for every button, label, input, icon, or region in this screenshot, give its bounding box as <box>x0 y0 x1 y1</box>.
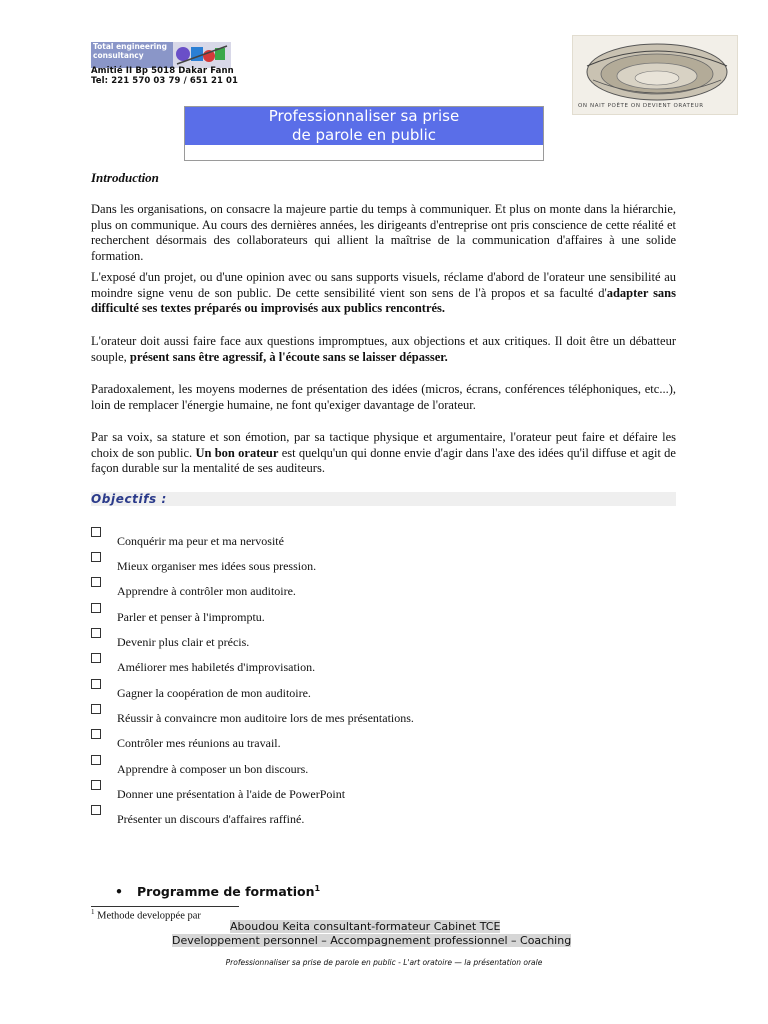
logo-text: Total engineering consultancy <box>91 42 173 68</box>
paragraph-3-text: L'orateur doit aussi faire face aux questions impromptues, aux objections et aux critiques. Il doit être un débatteur souple, <box>91 334 676 364</box>
footnote-divider <box>91 906 239 907</box>
introduction-heading: Introduction <box>91 170 159 185</box>
paragraph-5-emphasis: Un bon orateur <box>195 445 279 460</box>
checkbox-icon[interactable] <box>91 704 101 714</box>
paragraph-5 <box>91 430 676 477</box>
footnote-ref[interactable]: 1 <box>314 884 321 893</box>
paragraph-2-emphasis: adapter sans difficulté ses textes préparés ou improvisés aux publics rencontrés. <box>91 285 676 315</box>
title-line-2: de parole en public <box>291 126 437 144</box>
footnote <box>91 908 201 922</box>
paragraph-3-emphasis: présent sans être agressif, à l'écoute sans se laisser dépasser. <box>129 349 448 364</box>
paragraph-2 <box>91 270 676 317</box>
objective-label: Apprendre à contrôler mon auditoire. <box>117 584 296 598</box>
checkbox-icon[interactable] <box>91 780 101 790</box>
programme-heading <box>115 884 320 899</box>
page-title <box>185 107 543 145</box>
objective-label: Contrôler mes réunions au travail. <box>117 736 281 750</box>
checkbox-icon[interactable] <box>91 552 101 562</box>
phone-line: Tel: 221 570 03 79 / 651 21 01 <box>91 76 239 86</box>
checkbox-icon[interactable] <box>91 755 101 765</box>
checkbox-icon[interactable] <box>91 653 101 663</box>
address-line-1: Amitié II Bp 5018 Dakar Fann <box>91 66 234 76</box>
footer-document-title: Professionnaliser sa prise de parole en public - L'art oratoire — la présentation orale <box>225 958 543 967</box>
objective-label: Réussir à convaincre mon auditoire lors de mes présentations. <box>117 711 414 725</box>
footnote-text: Methode developpée par <box>94 910 201 922</box>
objective-label: Donner une présentation à l'aide de PowerPoint <box>117 787 346 801</box>
paragraph-5-text: Par sa voix, sa stature et son émotion, par sa tactique physique et argumentaire, l'orateur peut faire et défaire les choix de son public. <box>91 430 676 460</box>
checkbox-icon[interactable] <box>91 577 101 587</box>
footer-author: Aboudou Keita consultant-formateur Cabinet TCE <box>230 920 501 933</box>
image-caption: ON NAIT POÈTE ON DEVIENT ORATEUR <box>578 103 704 109</box>
paragraph-3 <box>91 334 676 365</box>
programme-label: Programme de formation <box>137 884 315 900</box>
title-line-1: Professionnaliser sa prise <box>268 107 460 125</box>
paragraph-2-text: L'exposé d'un projet, ou d'une opinion avec ou sans supports visuels, réclame d'abord de l'orateur une sensibilité au moindre signe venu de son public. De cette sensibilité vient son sens de l'à propos et sa faculté d' <box>91 270 676 300</box>
footnote-number: 1 <box>91 908 95 916</box>
bullet-icon: • <box>115 884 123 900</box>
objectifs-heading: Objectifs : <box>91 492 676 506</box>
checkbox-icon[interactable] <box>91 679 101 689</box>
objective-label: Gagner la coopération de mon auditoire. <box>117 686 311 700</box>
objective-label: Apprendre à composer un bon discours. <box>117 762 309 776</box>
footer-services: Developpement personnel – Accompagnement professionnel – Coaching <box>172 934 572 947</box>
objective-label: Améliorer mes habiletés d'improvisation. <box>117 660 316 674</box>
objective-label: Conquérir ma peur et ma nervosité <box>117 534 284 548</box>
checkbox-icon[interactable] <box>91 805 101 815</box>
paragraph-5-end: est quelqu'un qui donne envie d'agir dans l'axe des idées qu'il diffuse et agit de façon durable sur la mentalité de ses auditeurs. <box>91 445 676 475</box>
logo-graphic <box>173 42 231 68</box>
company-logo <box>91 42 231 68</box>
checkbox-icon[interactable] <box>91 628 101 638</box>
checkbox-icon[interactable] <box>91 603 101 613</box>
objective-label: Mieux organiser mes idées sous pression. <box>117 559 317 573</box>
objective-label: Devenir plus clair et précis. <box>117 635 250 649</box>
paragraph-1: Dans les organisations, on consacre la majeure partie du temps à communiquer. Et plus on monte dans la hiérarchie, plus on communique. Au cours des dernières années, les dirigeants d'entreprise ont pris conscience de cette réalité et recherchent désormais des collaborateurs qui allient la maîtrise de la communication d'affaires à une solide formation. <box>91 202 676 263</box>
title-box <box>184 106 544 161</box>
objective-label: Présenter un discours d'affaires raffiné. <box>117 812 305 826</box>
objective-label: Parler et penser à l'impromptu. <box>117 610 265 624</box>
checkbox-icon[interactable] <box>91 729 101 739</box>
checkbox-icon[interactable] <box>91 527 101 537</box>
paragraph-4: Paradoxalement, les moyens modernes de présentation des idées (micros, écrans, conférences téléphoniques, etc...), loin de remplacer l'énergie humaine, ne font qu'exiger davantage de l'orateur. <box>91 382 676 412</box>
